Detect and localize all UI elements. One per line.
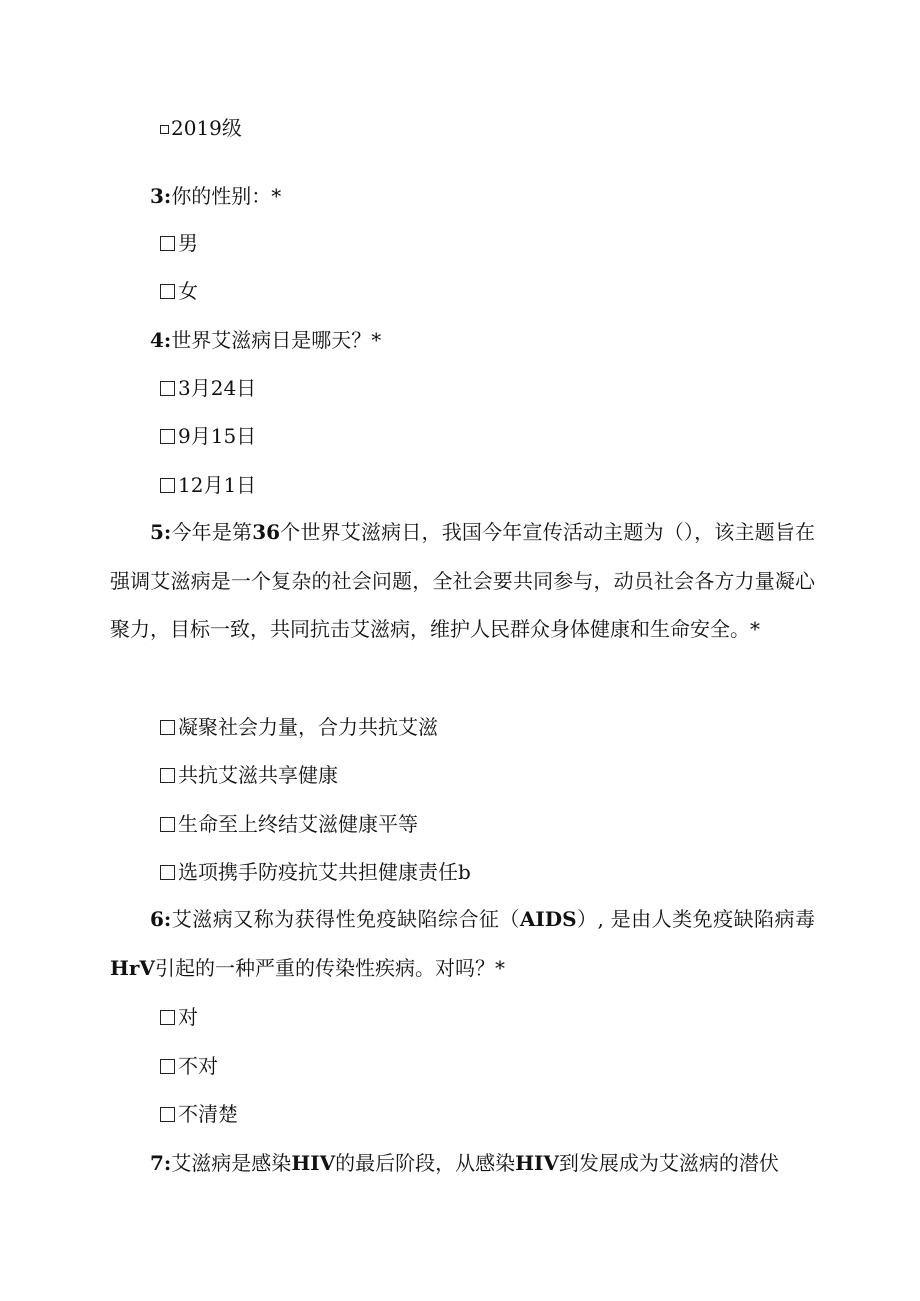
checkbox[interactable] — [160, 768, 175, 783]
question-number: 3: — [150, 184, 172, 208]
question-text-part: AIDS — [519, 907, 577, 931]
checkbox[interactable] — [160, 1107, 175, 1122]
option-theme-4[interactable] — [160, 858, 471, 886]
question-text-part: 到发展成为艾滋病的潜伏 — [558, 1151, 779, 1175]
option-dec1[interactable] — [160, 471, 256, 499]
option-false[interactable] — [160, 1052, 218, 1080]
question-number: 4: — [150, 328, 172, 352]
question-7 — [150, 1149, 779, 1177]
checkbox[interactable] — [160, 865, 175, 880]
option-unsure[interactable] — [160, 1100, 238, 1128]
checkbox[interactable] — [160, 381, 175, 396]
checkbox[interactable] — [160, 429, 175, 444]
option-female[interactable] — [160, 277, 198, 305]
option-label: 对 — [178, 1005, 198, 1029]
checkbox[interactable] — [160, 284, 175, 299]
checkbox[interactable] — [160, 817, 175, 832]
option-label: 9月15日 — [178, 424, 257, 448]
option-label: 2019级 — [171, 116, 242, 140]
question-number: 7: — [150, 1151, 172, 1175]
option-label: 不对 — [178, 1054, 218, 1078]
question-number: 5: — [150, 520, 172, 544]
option-true[interactable] — [160, 1003, 198, 1031]
option-theme-1[interactable] — [160, 713, 438, 741]
option-theme-2[interactable] — [160, 761, 338, 789]
option-male[interactable] — [160, 229, 198, 257]
checkbox[interactable] — [160, 236, 175, 251]
checkbox[interactable] — [160, 125, 169, 134]
option-sep15[interactable] — [160, 422, 256, 450]
option-label: 共抗艾滋共享健康 — [178, 763, 338, 787]
option-label: 12月1日 — [178, 473, 257, 497]
question-text-part: HrV — [110, 955, 155, 980]
question-6 — [110, 895, 815, 992]
option-label: 生命至上终结艾滋健康平等 — [178, 812, 418, 836]
option-mar24[interactable] — [160, 374, 256, 402]
option-theme-3[interactable] — [160, 810, 418, 838]
question-3 — [150, 182, 281, 210]
checkbox[interactable] — [160, 1059, 175, 1074]
checkbox[interactable] — [160, 1010, 175, 1025]
option-label: 3月24日 — [178, 376, 257, 400]
option-label: 凝聚社会力量，合力共抗艾滋 — [178, 715, 438, 739]
option-label: 选项携手防疫抗艾共担健康责任b — [178, 860, 471, 884]
question-text-part: HIV — [515, 1151, 559, 1175]
question-text-part: 个世界艾滋病日，我国今年宣传活动主题为（），该主题旨在强调艾滋病是一个复杂的社会问题，全社会要共同参与，动员社会各方力量凝心聚力，目标一致，共同抗击艾滋病，维护人民群众身体健康和生命安全。* — [110, 520, 816, 641]
question-text-part: 今年是第 — [171, 520, 253, 544]
question-text-part: HIV — [291, 1151, 336, 1175]
question-5 — [110, 508, 815, 654]
question-text-part: 的最后阶段，从感染 — [335, 1151, 516, 1175]
question-text-part: 艾滋病又称为获得性免疫缺陷综合征（ — [171, 907, 520, 931]
question-text: 世界艾滋病日是哪天？* — [171, 328, 382, 352]
question-number: 6: — [150, 907, 172, 931]
checkbox[interactable] — [160, 720, 175, 735]
question-text-part: 36 — [252, 520, 281, 544]
question-text-part: ）, 是由人类免疫缺陷病毒 — [576, 907, 815, 931]
option-label: 不清楚 — [178, 1102, 238, 1126]
question-text-part: 引起的一种严重的传染性疾病。对吗？* — [154, 955, 505, 980]
question-text-part: 艾滋病是感染 — [171, 1151, 292, 1175]
option-label: 女 — [178, 279, 198, 303]
option-label: 男 — [178, 231, 198, 255]
option-grade-2019[interactable] — [160, 114, 242, 142]
checkbox[interactable] — [160, 478, 175, 493]
question-4 — [150, 326, 381, 354]
question-text: 你的性别：* — [171, 184, 282, 208]
